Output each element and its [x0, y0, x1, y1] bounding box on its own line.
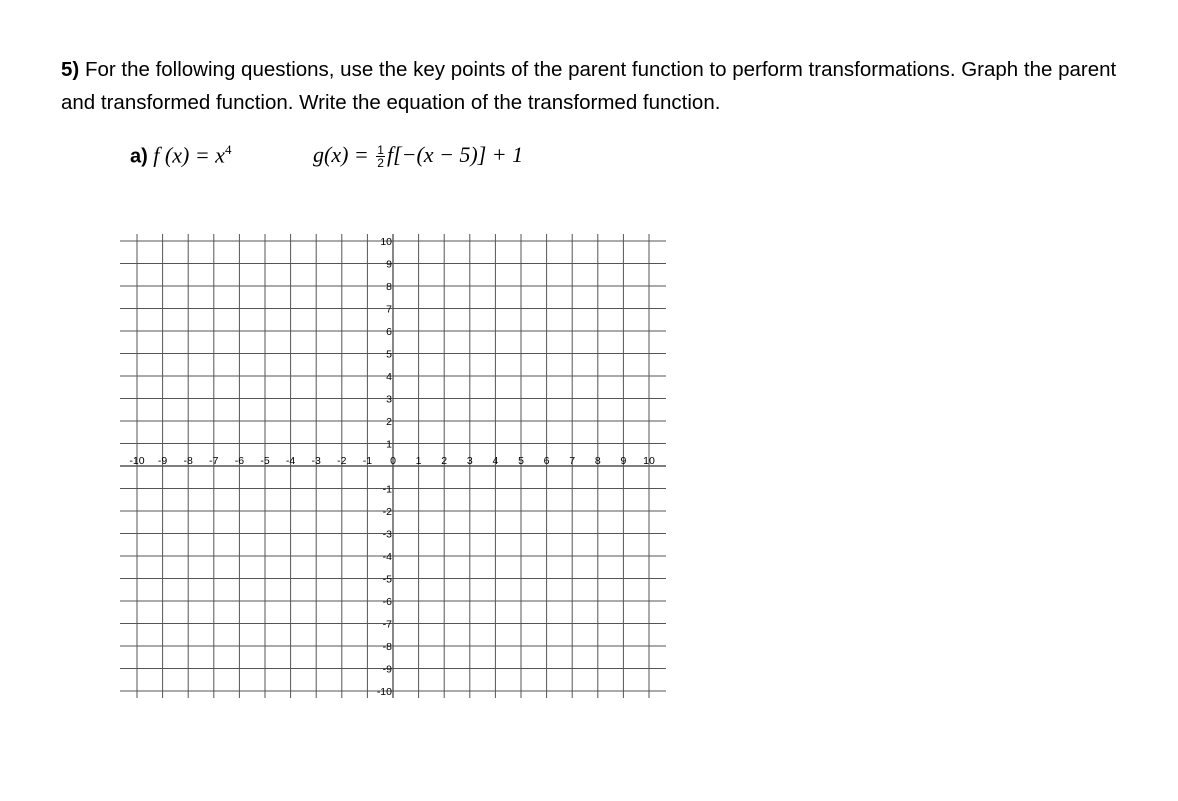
y-tick-label: 3 [386, 393, 392, 406]
part-a-label: a) [130, 145, 148, 168]
parent-function-lhs: f (x) = x [153, 142, 225, 168]
y-tick-label: 7 [386, 303, 392, 316]
y-tick-label: -4 [382, 551, 392, 563]
x-tick-label: 7 [569, 455, 576, 467]
x-tick-label: -6 [234, 455, 245, 467]
x-tick-label: 9 [620, 455, 627, 467]
y-tick-label: -6 [382, 596, 392, 608]
x-tick-label: 4 [492, 455, 499, 467]
x-tick-label: 3 [466, 455, 473, 467]
x-tick-label: -5 [260, 455, 270, 467]
parent-function-exponent: 4 [224, 142, 232, 157]
fraction-denominator: 2 [377, 156, 384, 171]
transformed-function-rhs: f[−(x − 5)] + 1 [386, 142, 524, 167]
y-tick-label: -8 [382, 641, 392, 653]
question-body: For the following questions, use the key points of the parent function to perform transformations. Graph the parent and transformed function. Write the equation of the transformed function. [61, 58, 1117, 114]
x-tick-label: 6 [543, 455, 550, 467]
fraction-numerator: 1 [377, 143, 384, 158]
y-tick-label: -1 [382, 483, 392, 496]
x-tick-label: -1 [362, 455, 373, 467]
question-number: 5) [61, 58, 80, 81]
transformed-function-lhs: g(x) = [313, 142, 369, 167]
x-tick-label: 2 [441, 455, 448, 467]
y-tick-label: -2 [382, 506, 392, 518]
x-tick-label: -8 [183, 455, 193, 467]
x-tick-label: -3 [311, 455, 321, 467]
y-tick-label: 1 [386, 438, 392, 451]
x-tick-label: 5 [518, 455, 524, 467]
y-tick-label: 4 [386, 371, 392, 383]
x-tick-label: -4 [285, 455, 296, 467]
y-tick-label: 9 [386, 258, 392, 271]
x-tick-label: -9 [157, 455, 168, 467]
x-tick-label: 0 [390, 455, 396, 467]
y-tick-label: -10 [376, 686, 392, 698]
y-tick-label: 10 [380, 236, 392, 248]
x-tick-label: 1 [415, 455, 422, 467]
y-tick-label: 2 [386, 416, 392, 428]
y-tick-label: 5 [386, 348, 392, 361]
x-tick-label: 10 [643, 455, 655, 467]
x-tick-label: -2 [337, 455, 347, 467]
y-tick-label: -5 [382, 573, 392, 586]
x-tick-label: -7 [209, 455, 219, 467]
y-tick-label: 8 [386, 281, 392, 293]
x-tick-label: 8 [594, 455, 601, 467]
y-tick-label: -9 [382, 663, 392, 676]
y-tick-label: 6 [386, 326, 392, 338]
x-tick-label: -10 [129, 455, 145, 467]
y-tick-label: -7 [382, 618, 392, 631]
y-tick-label: -3 [382, 528, 392, 541]
